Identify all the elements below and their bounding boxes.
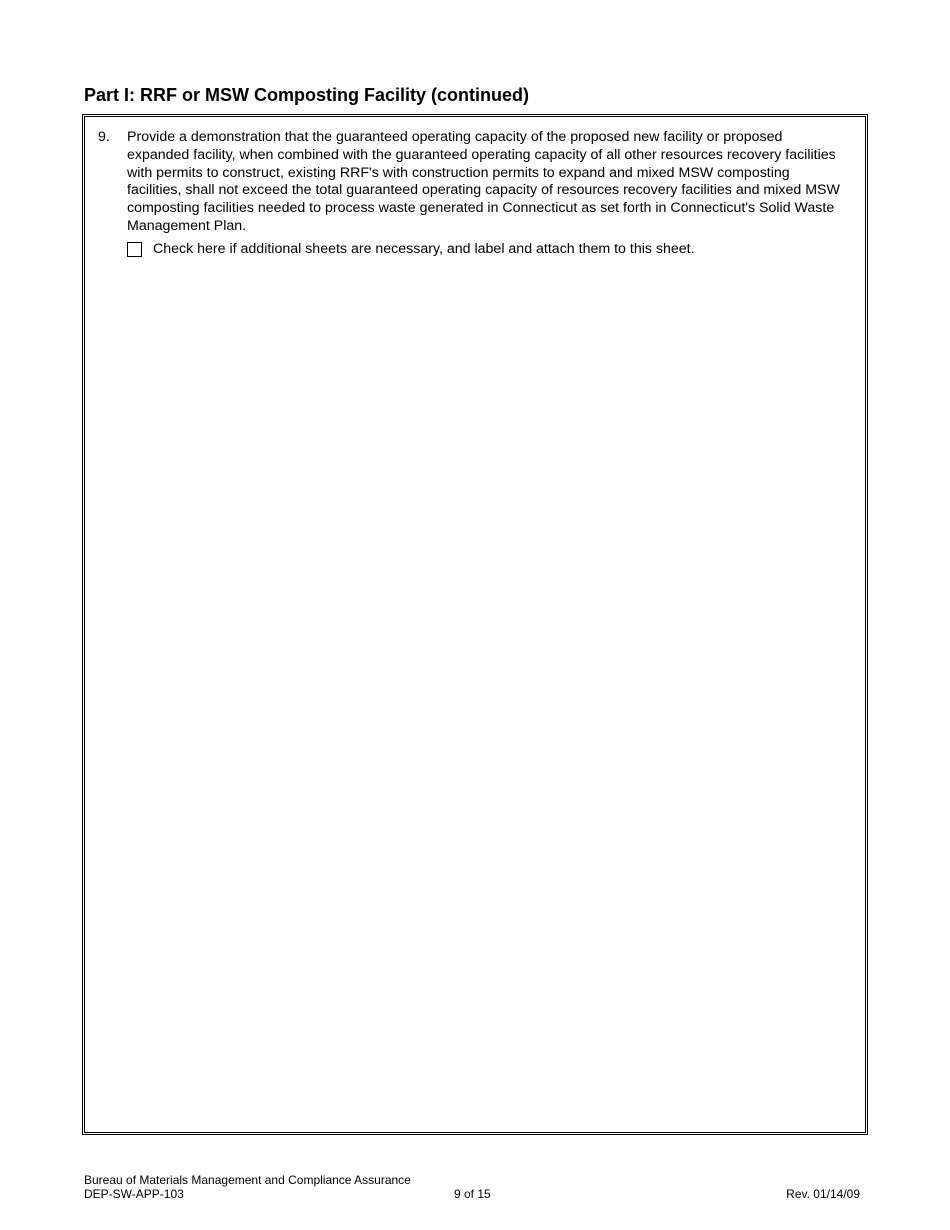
footer-revision: Rev. 01/14/09 <box>786 1187 860 1201</box>
additional-sheets-checkbox[interactable] <box>127 242 142 257</box>
question-response-box <box>82 114 868 1135</box>
footer-bureau: Bureau of Materials Management and Compliance Assurance <box>84 1173 411 1187</box>
footer-page-number: 9 of 15 <box>454 1187 491 1201</box>
question-text: Provide a demonstration that the guaranteed operating capacity of the proposed new facility or proposed expanded facility, when combined with the guaranteed operating capacity of all other resources recovery facilities with permits to construct, existing RRF's with construction permits to expand and mixed MSW composting facilities, shall not exceed the total guaranteed operating capacity of resources recovery facilities and mixed MSW composting facilities needed to process waste generated in Connecticut as set forth in Connecticut's Solid Waste Management Plan. <box>127 129 840 234</box>
page-title: Part I: RRF or MSW Composting Facility (continued) <box>84 85 529 105</box>
additional-sheets-checkbox-row[interactable] <box>127 241 848 259</box>
footer-form-id: DEP-SW-APP-103 <box>84 1187 184 1201</box>
question-9 <box>98 129 848 259</box>
footer-left <box>84 1173 411 1201</box>
question-number: 9. <box>98 129 110 145</box>
page-footer <box>84 1173 860 1203</box>
additional-sheets-checkbox-label: Check here if additional sheets are necessary, and label and attach them to this sheet. <box>153 240 695 257</box>
